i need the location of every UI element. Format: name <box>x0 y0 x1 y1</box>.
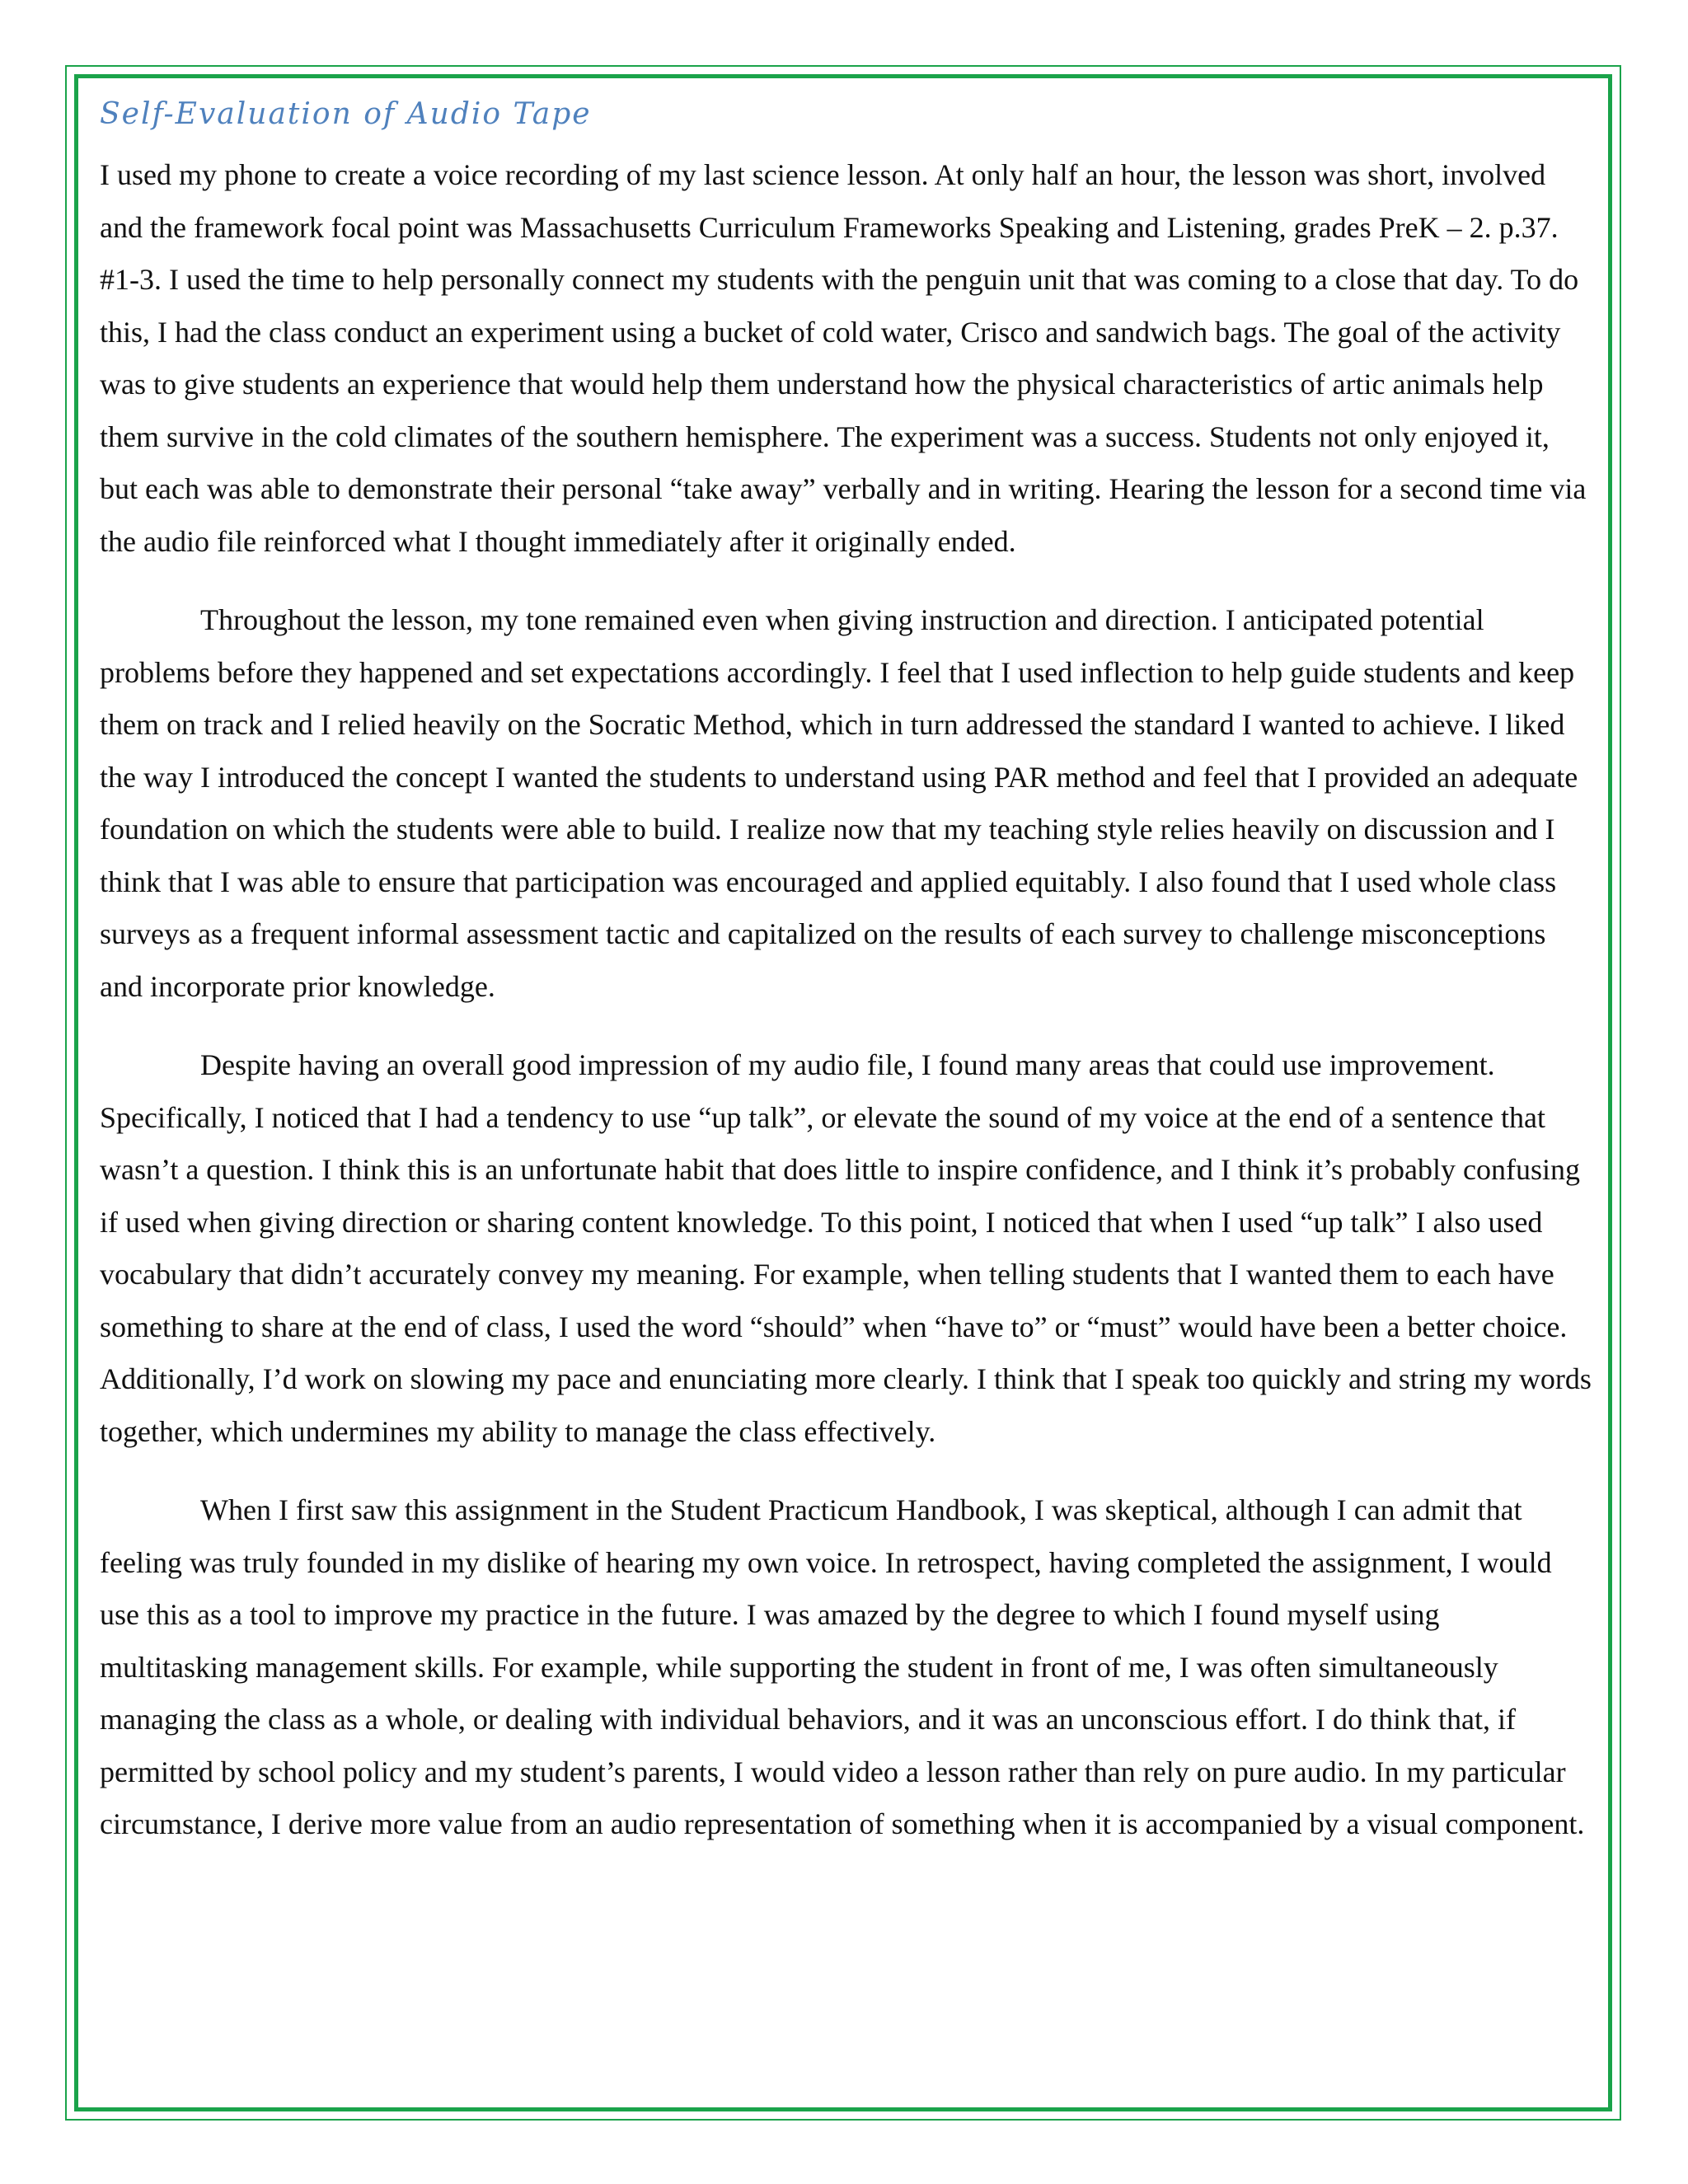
paragraph-2: Throughout the lesson, my tone remained even when giving instruction and direction. I anticipated potential problems before they happened and set expectations accordingly. I feel that I used inflection to help guide students and keep them on track and I relied heavily on the Socratic Method, which in turn addressed the standard I wanted to achieve. I liked the way I introduced the concept I wanted the students to understand using PAR method and feel that I provided an adequate foundation on which the students were able to build. I realize now that my teaching style relies heavily on discussion and I think that I was able to ensure that participation was encouraged and applied equitably. I also found that I used whole class surveys as a frequent informal assessment tactic and capitalized on the results of each survey to challenge misconceptions and incorporate prior knowledge. <box>100 603 1578 1003</box>
document-title: Self-Evaluation of Audio Tape <box>100 97 592 131</box>
document-body <box>100 95 1592 1877</box>
paragraph-4: When I first saw this assignment in the Student Practicum Handbook, I was skeptical, although I can admit that feeling was truly founded in my dislike of hearing my own voice. In retrospect, having completed the assignment, I would use this as a tool to improve my practice in the future. I was amazed by the degree to which I found myself using multitasking management skills. For example, while supporting the student in front of me, I was often simultaneously managing the class as a whole, or dealing with individual behaviors, and it was an unconscious effort. I do think that, if permitted by school policy and my student’s parents, I would video a lesson rather than rely on pure audio. In my particular circumstance, I derive more value from an audio representation of something when it is accompanied by a visual component. <box>100 1493 1585 1840</box>
paragraph-1: I used my phone to create a voice recording of my last science lesson. At only half an hour, the lesson was short, involved and the framework focal point was Massachusetts Curriculum Frameworks Speaking and Listening, grades PreK – 2. p.37. #1-3. I used the time to help personally connect my students with the penguin unit that was coming to a close that day. To do this, I had the class conduct an experiment using a bucket of cold water, Crisco and sandwich bags. The goal of the activity was to give students an experience that would help them understand how the physical characteristics of artic animals help them survive in the cold climates of the southern hemisphere. The experiment was a success. Students not only enjoyed it, but each was able to demonstrate their personal “take away” verbally and in writing. Hearing the lesson for a second time via the audio file reinforced what I thought immediately after it originally ended. <box>100 158 1587 558</box>
paragraph-3: Despite having an overall good impression of my audio file, I found many areas that could use improvement. Specifically, I noticed that I had a tendency to use “up talk”, or elevate the sound of my voice at the end of a sentence that wasn’t a question. I think this is an unfortunate habit that does little to inspire confidence, and I think it’s probably confusing if used when giving direction or sharing content knowledge. To this point, I noticed that when I used “up talk” I also used vocabulary that didn’t accurately convey my meaning. For example, when telling students that I wanted them to each have something to share at the end of class, I used the word “should” when “have to” or “must” would have been a better choice. Additionally, I’d work on slowing my pace and enunciating more clearly. I think that I speak too quickly and string my words together, which undermines my ability to manage the class effectively. <box>100 1048 1592 1448</box>
